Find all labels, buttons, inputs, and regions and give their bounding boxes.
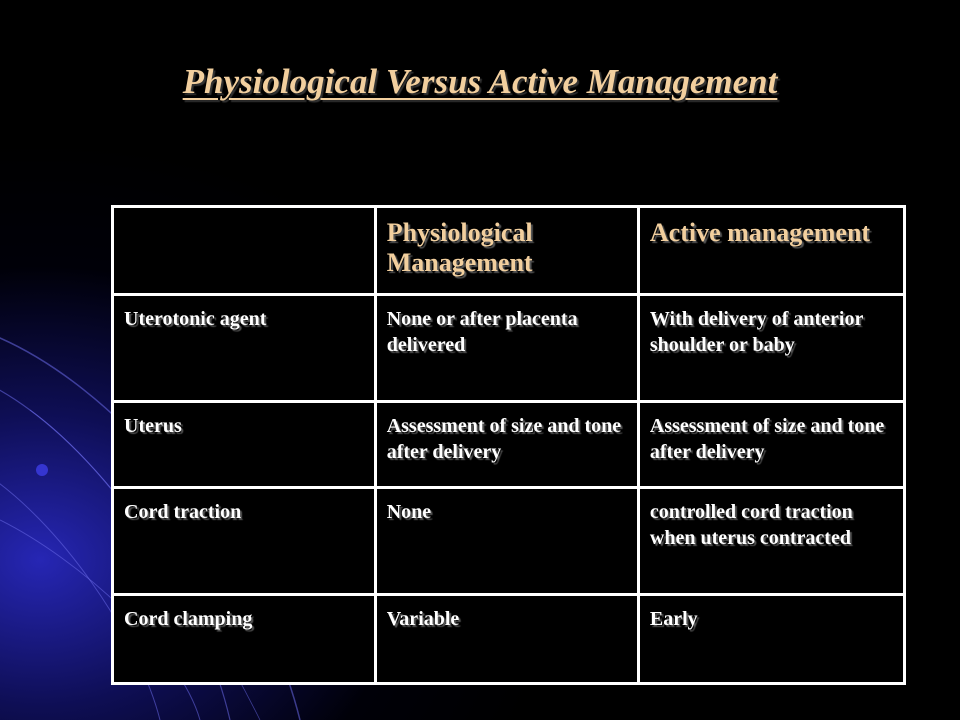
slide-title: Physiological Versus Active Management — [182, 62, 778, 101]
cell-active: With delivery of anterior shoulder or baby — [638, 295, 904, 402]
row-label: Uterus — [113, 402, 376, 488]
row-label: Cord traction — [113, 488, 376, 595]
table-row — [113, 595, 905, 684]
cell-physiological: None or after placenta delivered — [375, 295, 638, 402]
decor-dot — [36, 464, 48, 476]
row-label: Uterotonic agent — [113, 295, 376, 402]
comparison-table — [111, 205, 906, 685]
cell-physiological: Variable — [375, 595, 638, 684]
table-row — [113, 295, 905, 402]
header-cell-active: Active management — [638, 207, 904, 295]
table-row — [113, 488, 905, 595]
header-cell-physiological: Physiological Management — [375, 207, 638, 295]
cell-active: Assessment of size and tone after delivery — [638, 402, 904, 488]
table-header-row — [113, 207, 905, 295]
row-label: Cord clamping — [113, 595, 376, 684]
header-cell-empty — [113, 207, 376, 295]
cell-physiological: Assessment of size and tone after delivery — [375, 402, 638, 488]
cell-active: controlled cord traction when uterus contracted — [638, 488, 904, 595]
table-row — [113, 402, 905, 488]
cell-active: Early — [638, 595, 904, 684]
cell-physiological: None — [375, 488, 638, 595]
